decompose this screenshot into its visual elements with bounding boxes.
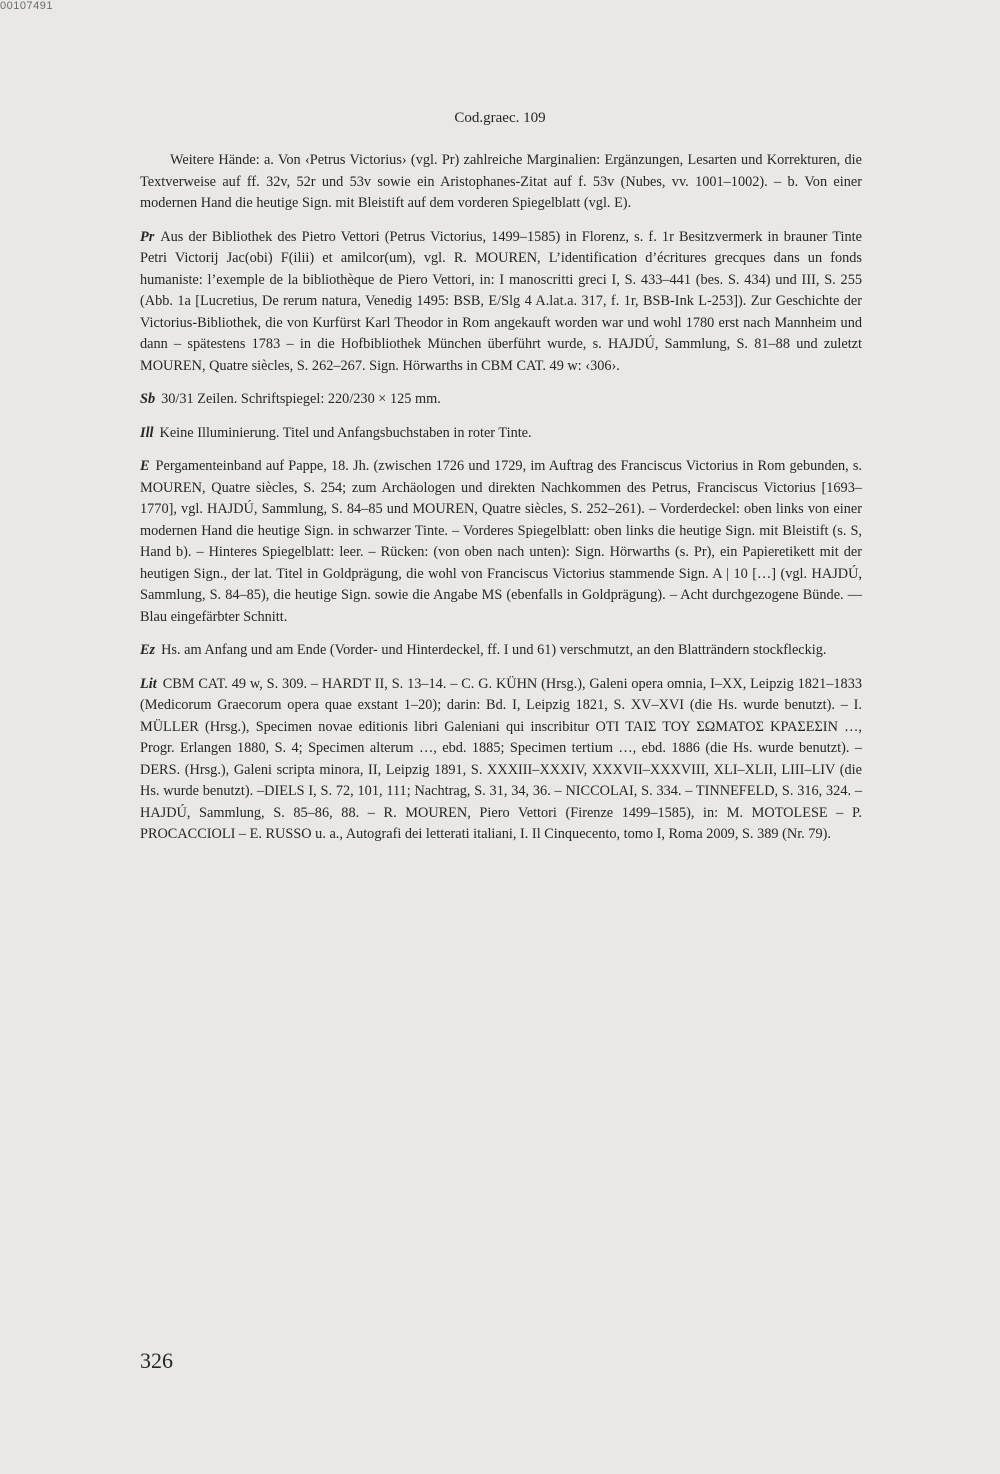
paragraph-literature: [140, 674, 862, 846]
section-tag: E: [140, 458, 150, 474]
catalogue-entry: [140, 150, 862, 858]
paragraph-script: [140, 389, 862, 411]
section-tag: Ez: [140, 642, 156, 658]
section-tag: Sb: [140, 391, 156, 407]
paragraph-text: Hs. am Anfang und am Ende (Vorder- und Hinterdeckel, ff. I und 61) verschmutzt, an den Blatträndern stockfleckig.: [161, 642, 827, 658]
paragraph-binding: [140, 456, 862, 628]
paragraph-hands: [140, 150, 862, 215]
page-number: 326: [140, 1348, 173, 1373]
paragraph-text: Aus der Bibliothek des Pietro Vettori (Petrus Victorius, 1499–1585) in Florenz, s. f. 1r Besitzvermerk in brauner Tinte Petri Victorij Jac(obi) F(ilii) et amilcor(um), vgl. R. MOUREN, L’identification d’écritures grecques dans un fonds humaniste: l’exemple de la bibliothèque de Piero Vettori, in: I manoscritti greci I, S. 433–441 (bes. S. 434) und III, S. 255 (Abb. 1a [Lucretius, De rerum natura, Venedig 1495: BSB, E/Slg 4 A.lat.a. 317, f. 1r, BSB-Ink L-253]). Zur Geschichte der Victorius-Bibliothek, die von Kurfürst Karl Theodor in Rom angekauft worden war und wohl 1780 erst nach Mannheim und dann – spätestens 1783 – in die Hofbibliothek München überführt wurde, s. HAJDÚ, Sammlung, S. 81–88 und zuletzt MOUREN, Quatre siècles, S. 262–267. Sign. Hörwarths in CBM CAT. 49 w: ‹306›.: [140, 228, 862, 374]
section-tag: Ill: [140, 424, 154, 441]
section-tag: Lit: [140, 675, 157, 692]
paragraph-illumination: [140, 423, 862, 445]
paragraph-provenance: [140, 227, 862, 378]
paragraph-text: Weitere Hände: a. Von ‹Petrus Victorius› (vgl. Pr) zahlreiche Marginalien: Ergänzungen, Lesarten und Korrekturen, die Textverweise auf ff. 32v, 52r und 53v sowie ein Aristophanes-Zitat auf f. 53v (Nubes, vv. 1001–1002). – b. Von einer modernen Hand die heutige Sign. mit Bleistift auf dem vorderen Spiegelblatt (vgl. E).: [140, 152, 862, 211]
running-head: Cod.graec. 109: [454, 110, 546, 126]
paragraph-text: CBM CAT. 49 w, S. 309. – HARDT II, S. 13–14. – C. G. KÜHN (Hrsg.), Galeni opera omnia, I–XX, Leipzig 1821–1833 (Medicorum Graecorum opera quae exstant 1–20); darin: Bd. I, Leipzig 1821, S. XV–XVI (die Hs. wurde benutzt). – I. MÜLLER (Hrsg.), Specimen novae editionis libri Galeniani qui inscribitur ΟΤΙ ΤΑΙΣ ΤΟΥ ΣΩΜΑΤΟΣ ΚΡΑΣΕΣΙΝ …, Progr. Erlangen 1880, S. 4; Specimen alterum …, ebd. 1885; Specimen tertium …, ebd. 1886 (die Hs. wurde benutzt). – DERS. (Hrsg.), Galeni scripta minora, II, Leipzig 1891, S. XXXIII–XXXIV, XXXVII–XXXVIII, XLI–XLII, LIII–LIV (die Hs. wurde benutzt). –DIELS I, S. 72, 101, 111; Nachtrag, S. 31, 34, 36. – NICCOLAI, S. 334. – TINNEFELD, S. 316, 324. – HAJDÚ, Sammlung, S. 85–86, 88. – R. MOUREN, Piero Vettori (Firenze 1499–1585), in: M. MOTOLESE – P. PROCACCIOLI – E. RUSSO u. a., Autografi dei letterati italiani, I. Il Cinquecento, tomo I, Roma 2009, S. 389 (Nr. 79).: [140, 675, 862, 842]
paragraph-condition: [140, 640, 862, 662]
paragraph-text: Keine Illuminierung. Titel und Anfangsbuchstaben in roter Tinte.: [159, 424, 532, 441]
section-tag: Pr: [140, 228, 155, 245]
paragraph-text: 30/31 Zeilen. Schriftspiegel: 220/230 × 125 mm.: [161, 391, 441, 407]
paragraph-text: Pergamenteinband auf Pappe, 18. Jh. (zwischen 1726 und 1729, im Auftrag des Franciscus Victorius in Rom gebunden, s. MOUREN, Quatre siècles, S. 254; zum Archäologen und direkten Nachkommen des Petrus, Franciscus Victorius [1693–1770], vgl. HAJDÚ, Sammlung, S. 84–85 und MOUREN, Quatre siècles, S. 252–261). – Vorderdeckel: oben links von einer modernen Hand die heutige Sign. in schwarzer Tinte. – Vorderes Spiegelblatt: oben links die heutige Sign. mit Bleistift (s. S, Hand b). – Hinteres Spiegelblatt: leer. – Rücken: (von oben nach unten): Sign. Hörwarths (s. Pr), ein Papieretikett mit der heutigen Sign., der lat. Titel in Goldprägung, die wohl von Franciscus Victorius stammende Sign. A | 10 […] (vgl. HAJDÚ, Sammlung, S. 84–85), die heutige Sign. sowie die Angabe MS (ebenfalls in Goldprägung). – Acht durchgezogene Bünde. — Blau eingefärbter Schnitt.: [140, 458, 862, 625]
page-id: 00107491: [0, 0, 53, 12]
